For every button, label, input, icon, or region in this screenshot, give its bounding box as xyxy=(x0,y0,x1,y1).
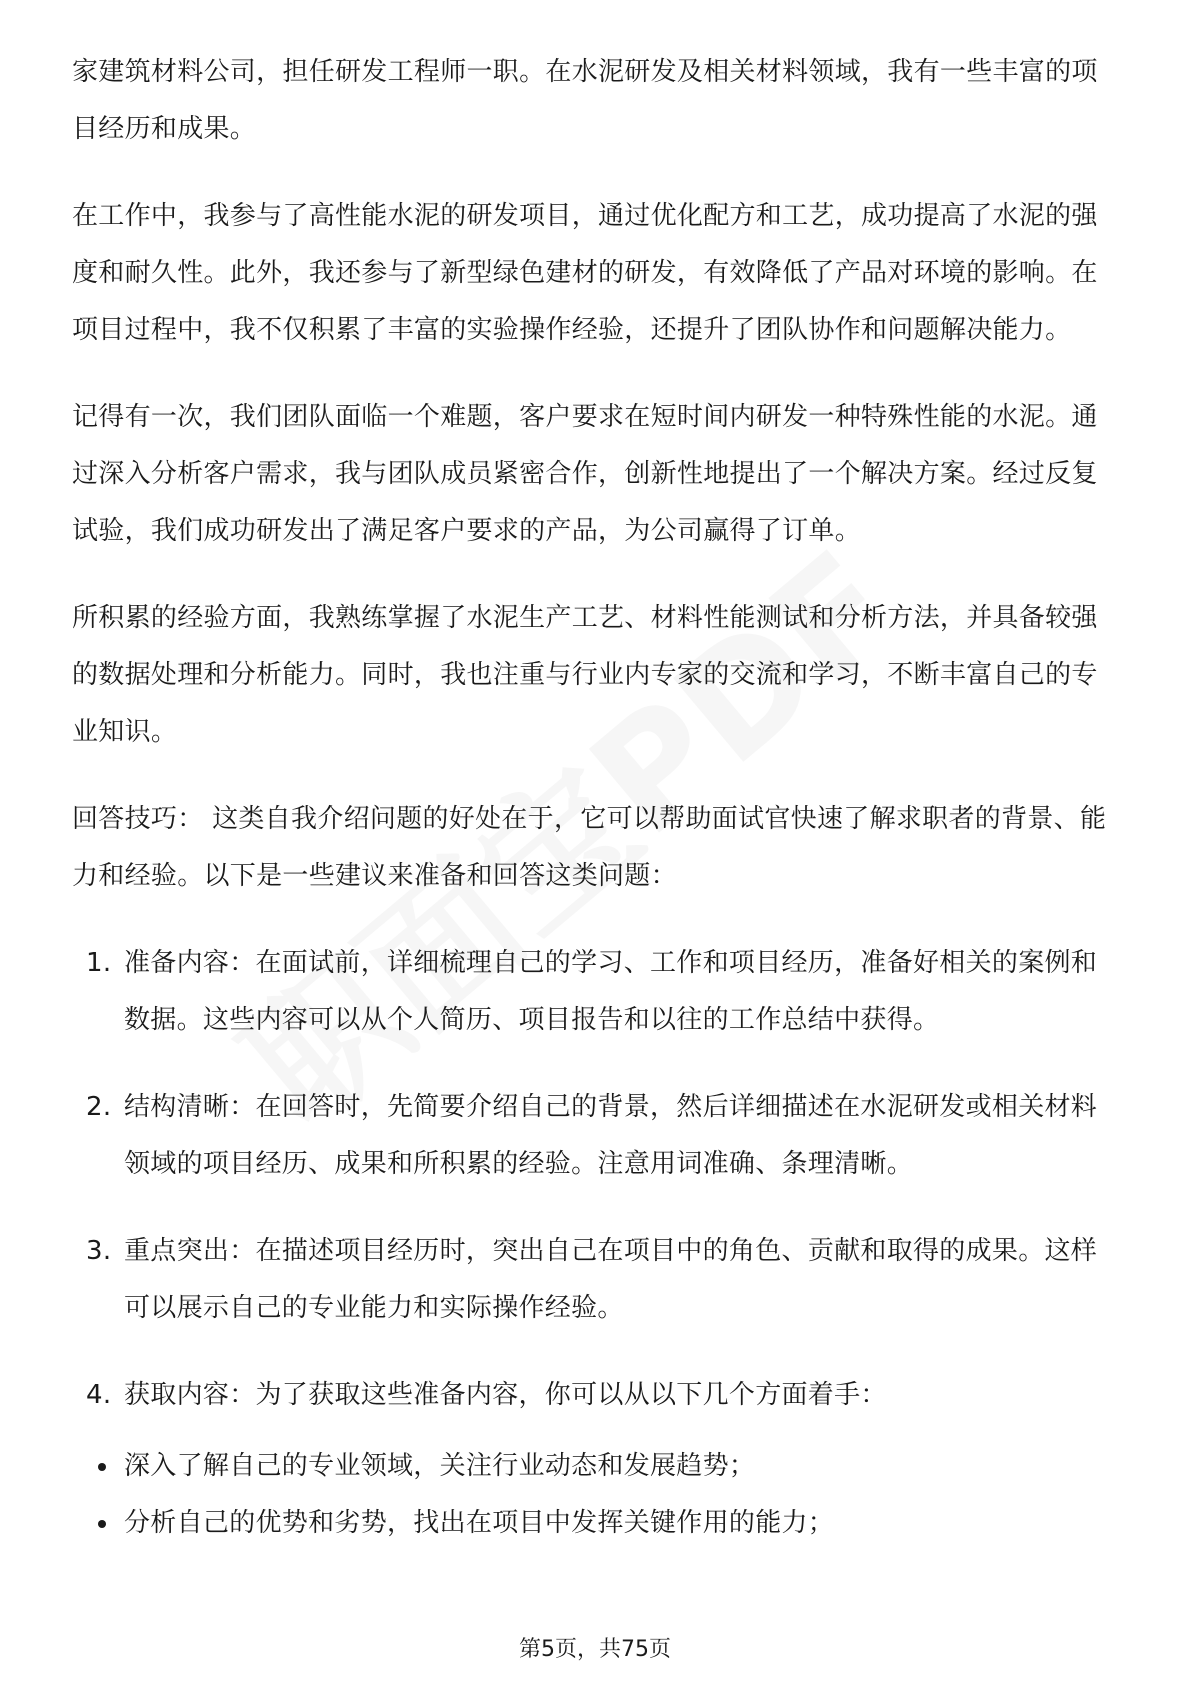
paragraph-work: 在工作中，我参与了高性能水泥的研发项目，通过优化配方和工艺，成功提高了水泥的强度和耐久性。此外，我还参与了新型绿色建材的研发，有效降低了产品对环境的影响。在项目过程中，我不仅积累了丰富的实验操作经验，还提升了团队协作和问题解决能力。 xyxy=(72,201,1098,345)
list-item-text: 获取内容：为了获取这些准备内容，你可以从以下几个方面着手： xyxy=(124,1380,887,1410)
bullet-item-text: 分析自己的优势和劣势，找出在项目中发挥关键作用的能力； xyxy=(124,1508,835,1538)
list-number: 3. xyxy=(86,1236,112,1266)
paragraph-story: 记得有一次，我们团队面临一个难题，客户要求在短时间内研发一种特殊性能的水泥。通过深入分析客户需求，我与团队成员紧密合作，创新性地提出了一个解决方案。经过反复试验，我们成功研发出了满足客户要求的产品，为公司赢得了订单。 xyxy=(72,402,1098,546)
bullet-item xyxy=(72,1438,1122,1495)
paragraph-experience: 所积累的经验方面，我熟练掌握了水泥生产工艺、材料性能测试和分析方法，并具备较强的数据处理和分析能力。同时，我也注重与行业内专家的交流和学习，不断丰富自己的专业知识。 xyxy=(72,603,1098,747)
bullet-dot-icon xyxy=(98,1520,106,1528)
bullet-list xyxy=(72,1438,1122,1552)
paragraph-tips: 回答技巧： 这类自我介绍问题的好处在于，它可以帮助面试官快速了解求职者的背景、能力和经验。以下是一些建议来准备和回答这类问题： xyxy=(72,804,1107,891)
bullet-item-text: 深入了解自己的专业领域，关注行业动态和发展趋势； xyxy=(124,1451,756,1481)
list-item-text: 准备内容：在面试前，详细梳理自己的学习、工作和项目经历，准备好相关的案例和数据。这些内容可以从个人简历、项目报告和以往的工作总结中获得。 xyxy=(124,948,1098,1035)
list-item-text: 结构清晰：在回答时，先简要介绍自己的背景，然后详细描述在水泥研发或相关材料领域的项目经历、成果和所积累的经验。注意用词准确、条理清晰。 xyxy=(124,1092,1098,1179)
paragraph-intro: 家建筑材料公司，担任研发工程师一职。在水泥研发及相关材料领域，我有一些丰富的项目经历和成果。 xyxy=(72,57,1098,144)
numbered-list xyxy=(72,935,1122,1424)
list-item xyxy=(72,935,1122,1049)
list-item-text: 重点突出：在描述项目经历时，突出自己在项目中的角色、贡献和取得的成果。这样可以展示自己的专业能力和实际操作经验。 xyxy=(124,1236,1098,1323)
list-item xyxy=(72,1367,1122,1424)
page-footer: 第5页，共75页 xyxy=(519,1637,671,1662)
list-item xyxy=(72,1079,1122,1193)
bullet-item xyxy=(72,1495,1122,1552)
list-number: 1. xyxy=(86,948,112,978)
list-number: 4. xyxy=(86,1380,112,1410)
list-item xyxy=(72,1223,1122,1337)
page-content xyxy=(72,44,1122,1552)
list-number: 2. xyxy=(86,1092,112,1122)
bullet-dot-icon xyxy=(98,1463,106,1471)
